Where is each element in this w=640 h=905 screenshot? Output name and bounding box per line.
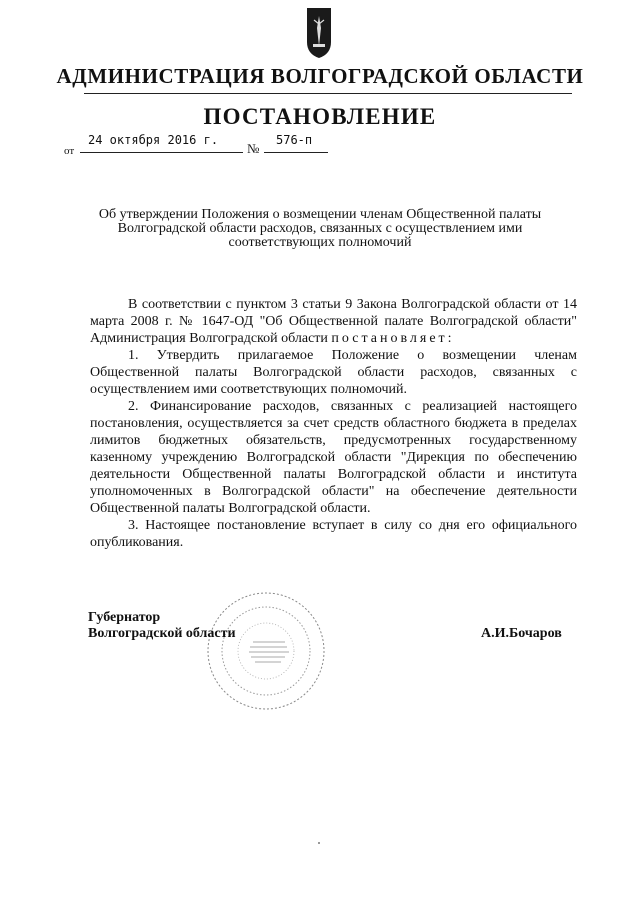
preamble-text: В соответствии с пунктом 3 статьи 9 Закона Волгоградской области от 14 марта 2008 г. № 1647-ОД "Об Общественной палате Волгоградской области" Администрация Волгоградской области [90, 297, 577, 346]
title-line: Об утверждении Положения о возмещении членам Общественной палаты [98, 207, 542, 222]
organization-name: АДМИНИСТРАЦИЯ ВОЛГОГРАДСКОЙ ОБЛАСТИ [56, 64, 584, 88]
date-prefix: от [64, 145, 75, 157]
coat-of-arms-icon [305, 6, 333, 60]
signatory-name: А.И.Бочаров [481, 626, 562, 641]
document-date: 24 октября 2016 г. [88, 133, 219, 147]
item-3: 3. Настоящее постановление вступает в силу со дня его официального опубликования. [90, 518, 577, 550]
item-2: 2. Финансирование расходов, связанных с реализацией настоящего постановления, осуществляется за счет средств областного бюджета в пределах лимитов бюджетных обязательств, предусмотренных государственному казенному учреждению Волгоградской области "Дирекция по обеспечению деятельности Общественной палаты Волгоградской области и института уполномоченных в Волгоградской области" на обеспечение деятельности Общественной палаты Волгоградской области. [90, 399, 577, 516]
number-underline [264, 152, 328, 153]
preamble-verb: постановляет: [331, 331, 455, 346]
signatory-title [88, 610, 236, 642]
official-seal-icon [205, 590, 327, 712]
preamble-paragraph [90, 296, 577, 347]
document-number: 576-п [276, 133, 313, 147]
title-line: соответствующих полномочий [228, 235, 412, 250]
item-1: 1. Утвердить прилагаемое Положение о возмещении членам Общественной палаты Волгоградской области расходов, связанных с осуществлением ими соответствующих полномочий. [90, 348, 577, 397]
document-title [80, 208, 560, 250]
number-prefix: № [247, 141, 260, 156]
signatory-title-line: Волгоградской области [88, 626, 236, 641]
title-line: Волгоградской области расходов, связанных с осуществлением ими [117, 221, 523, 236]
header-divider [84, 93, 572, 94]
document-body [90, 296, 577, 551]
signatory-title-line: Губернатор [88, 610, 161, 625]
scan-mark [318, 842, 320, 844]
date-underline [80, 152, 243, 153]
document-type: ПОСТАНОВЛЕНИЕ [203, 104, 437, 129]
